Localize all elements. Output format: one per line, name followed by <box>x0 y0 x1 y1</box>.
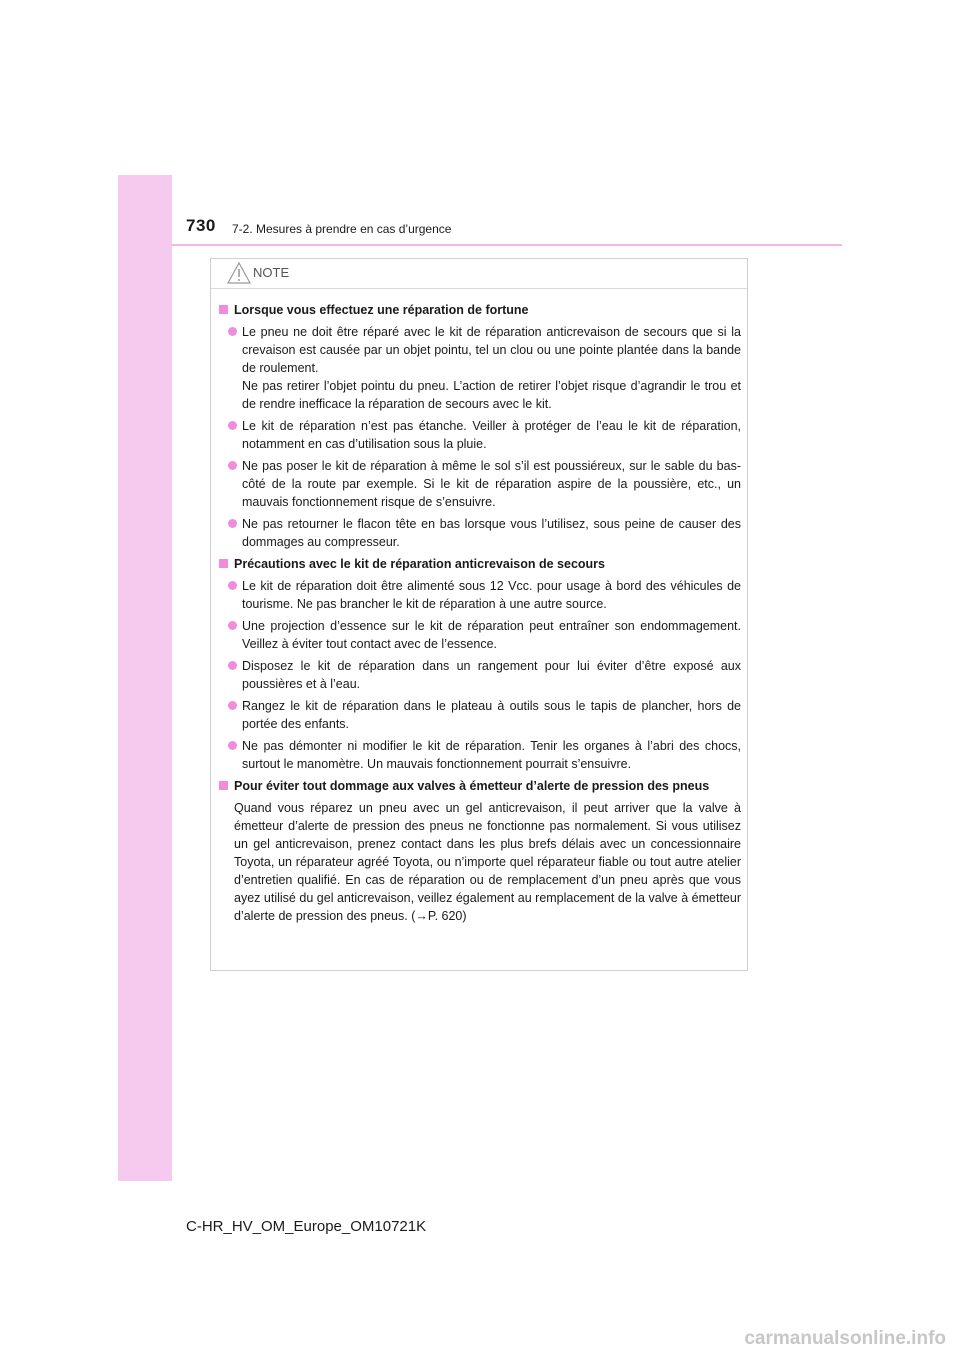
section-paragraph: Quand vous réparez un pneu avec un gel anticrevaison, il peut arriver que la valve à émetteur d’alerte de pression des pneus ne fonctionne pas normalement. Si vous utilisez un gel anticrevaison, prenez contact dans les plus brefs délais avec un concessionnaire Toyota, un réparateur agréé Toyota, ou n’importe quel réparateur fiable ou tout autre atelier d’entretien qualifié. En cas de réparation ou de remplacement d’un pneu après que vous ayez utilisé du gel anticrevaison, veillez également au remplacement de la valve à émetteur d’alerte de pression des pneus. (→P. 620) <box>234 801 741 923</box>
pink-square-bullet-icon <box>219 559 228 568</box>
pink-square-bullet-icon <box>219 305 228 314</box>
pink-circle-bullet-icon <box>228 661 237 670</box>
note-header <box>211 259 747 289</box>
list-item: Le kit de réparation n’est pas étanche. Veiller à protéger de l’eau le kit de réparation, notamment en cas d’utilisation sous la pluie. <box>217 417 741 453</box>
section-heading: Précautions avec le kit de réparation anticrevaison de secours <box>217 555 741 573</box>
header-rule <box>172 244 842 246</box>
pink-circle-bullet-icon <box>228 741 237 750</box>
side-tab-strip <box>118 175 172 1181</box>
warning-triangle-icon <box>227 262 251 284</box>
pink-circle-bullet-icon <box>228 327 237 336</box>
page-number: 730 <box>186 216 216 235</box>
list-item: Une projection d’essence sur le kit de réparation peut entraîner son endommagement. Veillez à éviter tout contact avec de l’essence. <box>217 617 741 653</box>
list-item: Rangez le kit de réparation dans le plateau à outils sous le tapis de plancher, hors de portée des enfants. <box>217 697 741 733</box>
pink-circle-bullet-icon <box>228 621 237 630</box>
list-item: Le kit de réparation doit être alimenté sous 12 Vcc. pour usage à bord des véhicules de tourisme. Ne pas brancher le kit de réparation à une autre source. <box>217 577 741 613</box>
pink-square-bullet-icon <box>219 781 228 790</box>
list-item: Ne pas retourner le flacon tête en bas lorsque vous l’utilisez, sous peine de causer des dommages au compresseur. <box>217 515 741 551</box>
pink-circle-bullet-icon <box>228 519 237 528</box>
list-item: Disposez le kit de réparation dans un rangement pour lui éviter d’être exposé aux poussières et à l’eau. <box>217 657 741 693</box>
note-label: NOTE <box>253 265 290 280</box>
note-box <box>210 258 748 971</box>
list-item: Ne pas démonter ni modifier le kit de réparation. Tenir les organes à l’abri des chocs, surtout le manomètre. Un mauvais fonctionnement pourrait s’ensuivre. <box>217 737 741 773</box>
pink-circle-bullet-icon <box>228 461 237 470</box>
section-title: 7-2. Mesures à prendre en cas d’urgence <box>232 222 452 236</box>
list-item: Le pneu ne doit être réparé avec le kit de réparation anticrevaison de secours que si la crevaison est causée par un objet pointu, tel un clou ou une pointe plantée dans la bande de roulement. Ne pas retirer l’objet pointu du pneu. L’action de retirer l’objet risque d’agrandir le trou et de rendre inefficace la réparation de secours avec le kit. <box>217 323 741 413</box>
section-heading: Lorsque vous effectuez une réparation de fortune <box>217 301 741 319</box>
document-code: C-HR_HV_OM_Europe_OM10721K <box>186 1218 427 1235</box>
pink-circle-bullet-icon <box>228 581 237 590</box>
pink-circle-bullet-icon <box>228 421 237 430</box>
section-heading: Pour éviter tout dommage aux valves à émetteur d’alerte de pression des pneus <box>217 777 741 795</box>
note-body <box>211 289 747 925</box>
list-item: Ne pas poser le kit de réparation à même le sol s’il est poussiéreux, sur le sable du bas-côté de la route par exemple. Si le kit de réparation aspire de la poussière, etc., un mauvais fonctionnement risque de s’ensuivre. <box>217 457 741 511</box>
watermark: carmanualsonline.info <box>744 1328 946 1349</box>
pink-circle-bullet-icon <box>228 701 237 710</box>
